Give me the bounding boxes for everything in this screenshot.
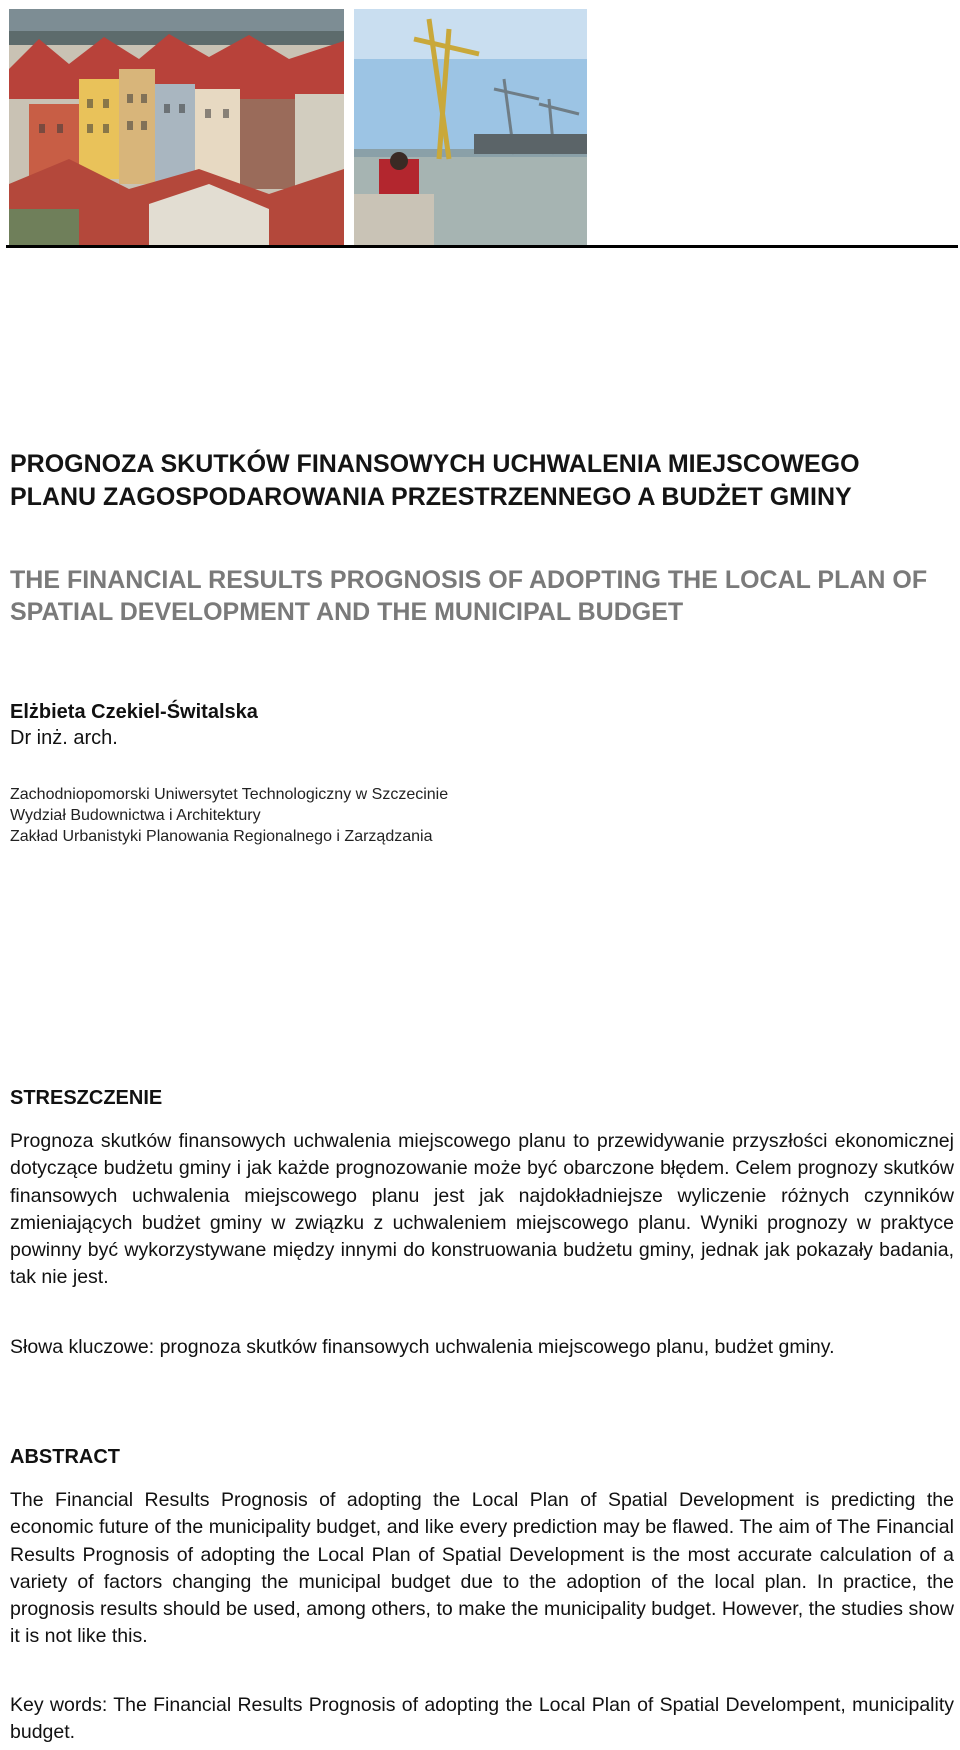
szczecin-old-town-photo	[9, 9, 344, 245]
author-affiliation	[10, 784, 448, 847]
streszczenie-body: Prognoza skutków finansowych uchwalenia miejscowego planu to przewidywanie przyszłości ekonomicznej dotyczące budżetu gminy i jak każde prognozowanie może być obarczone błędem. Celem prognozy skutków finansowych uchwalenia miejscowego planu jest jak najdokładniejsze wyliczenie różnych czynników zmieniających budżet gminy w związku z uchwaleniem miejscowego planu. Wyniki prognozy w praktyce powinny być wykorzystywane między innymi do konstruowania budżetu gminy, jednak jak pokazały badania, tak nie jest.	[10, 1130, 954, 1289]
streszczenie-keywords: Słowa kluczowe: prognoza skutków finansowych uchwalenia miejscowego planu, budżet gminy.	[10, 1336, 835, 1358]
author-degree: Dr inż. arch.	[10, 727, 118, 749]
affiliation-line: Zakład Urbanistyki Planowania Regionalnego i Zarządzania	[10, 828, 433, 845]
abstract-keywords: Key words: The Financial Results Prognosis of adopting the Local Plan of Spatial Develompent, municipality budget.	[10, 1694, 954, 1744]
affiliation-line: Zachodniopomorski Uniwersytet Technologiczny w Szczecinie	[10, 786, 449, 803]
shipyard-cranes-photo	[354, 9, 587, 245]
header-rule	[6, 245, 958, 248]
abstract-heading: ABSTRACT	[10, 1446, 120, 1468]
streszczenie-heading: STRESZCZENIE	[10, 1087, 163, 1109]
title-english: THE FINANCIAL RESULTS PROGNOSIS OF ADOPTING THE LOCAL PLAN OF SPATIAL DEVELOPMENT AND THE MUNICIPAL BUDGET	[10, 566, 928, 626]
title-polish: PROGNOZA SKUTKÓW FINANSOWYCH UCHWALENIA MIEJSCOWEGO PLANU ZAGOSPODAROWANIA PRZESTRZENNEGO A BUDŻET GMINY	[10, 450, 860, 511]
abstract-body: The Financial Results Prognosis of adopting the Local Plan of Spatial Development is predicting the economic future of the municipality budget, and like every prediction may be flawed. The aim of The Financial Results Prognosis of adopting the Local Plan of Spatial Development is the most accurate calculation of a variety of factors changing the municipal budget due to the adoption of the local plan. In practice, the prognosis results should be used, among others, to make the municipality budget. However, the studies show it is not like this.	[10, 1489, 954, 1648]
affiliation-line: Wydział Budownictwa i Architektury	[10, 807, 261, 824]
author-name: Elżbieta Czekiel-Świtalska	[10, 701, 258, 723]
